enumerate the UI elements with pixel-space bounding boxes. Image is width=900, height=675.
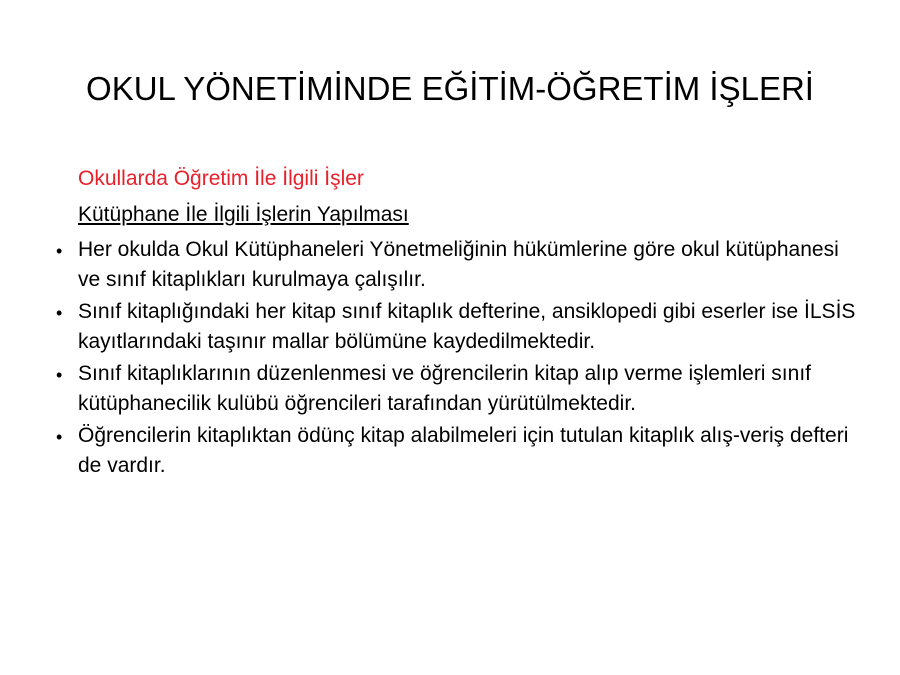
bullet-text: Sınıf kitaplığındaki her kitap sınıf kitaplık defterine, ansiklopedi gibi eserler ise İLSİS kayıtlarındaki taşınır mallar bölümüne kaydedilmektedir. <box>78 300 856 353</box>
bullet-dot-icon: • <box>56 365 63 385</box>
bullet-item <box>56 359 856 419</box>
bullet-text: Her okulda Okul Kütüphaneleri Yönetmeliğinin hükümlerine göre okul kütüphanesi ve sınıf kitaplıkları kurulmaya çalışılır. <box>78 238 839 291</box>
subheading: Okullarda Öğretim İle İlgili İşler <box>78 167 364 190</box>
bullet-dot-icon: • <box>56 303 63 323</box>
bullet-text: Öğrencilerin kitaplıktan ödünç kitap alabilmeleri için tutulan kitaplık alış-veriş defteri de vardır. <box>78 424 849 477</box>
bullet-dot-icon: • <box>56 427 63 447</box>
bullet-item <box>56 235 856 295</box>
bullet-item <box>56 297 856 357</box>
slide-content <box>56 163 856 483</box>
bullet-text: Sınıf kitaplıklarının düzenlenmesi ve öğrencilerin kitap alıp verme işlemleri sınıf kütüphanecilik kulübü öğrencileri tarafından yürütülmektedir. <box>78 362 811 415</box>
bullet-dot-icon: • <box>56 241 63 261</box>
bullet-item <box>56 421 856 481</box>
section-heading: Kütüphane İle İlgili İşlerin Yapılması <box>78 203 409 226</box>
slide-title: OKUL YÖNETİMİNDE EĞİTİM-ÖĞRETİM İŞLERİ <box>86 70 814 107</box>
